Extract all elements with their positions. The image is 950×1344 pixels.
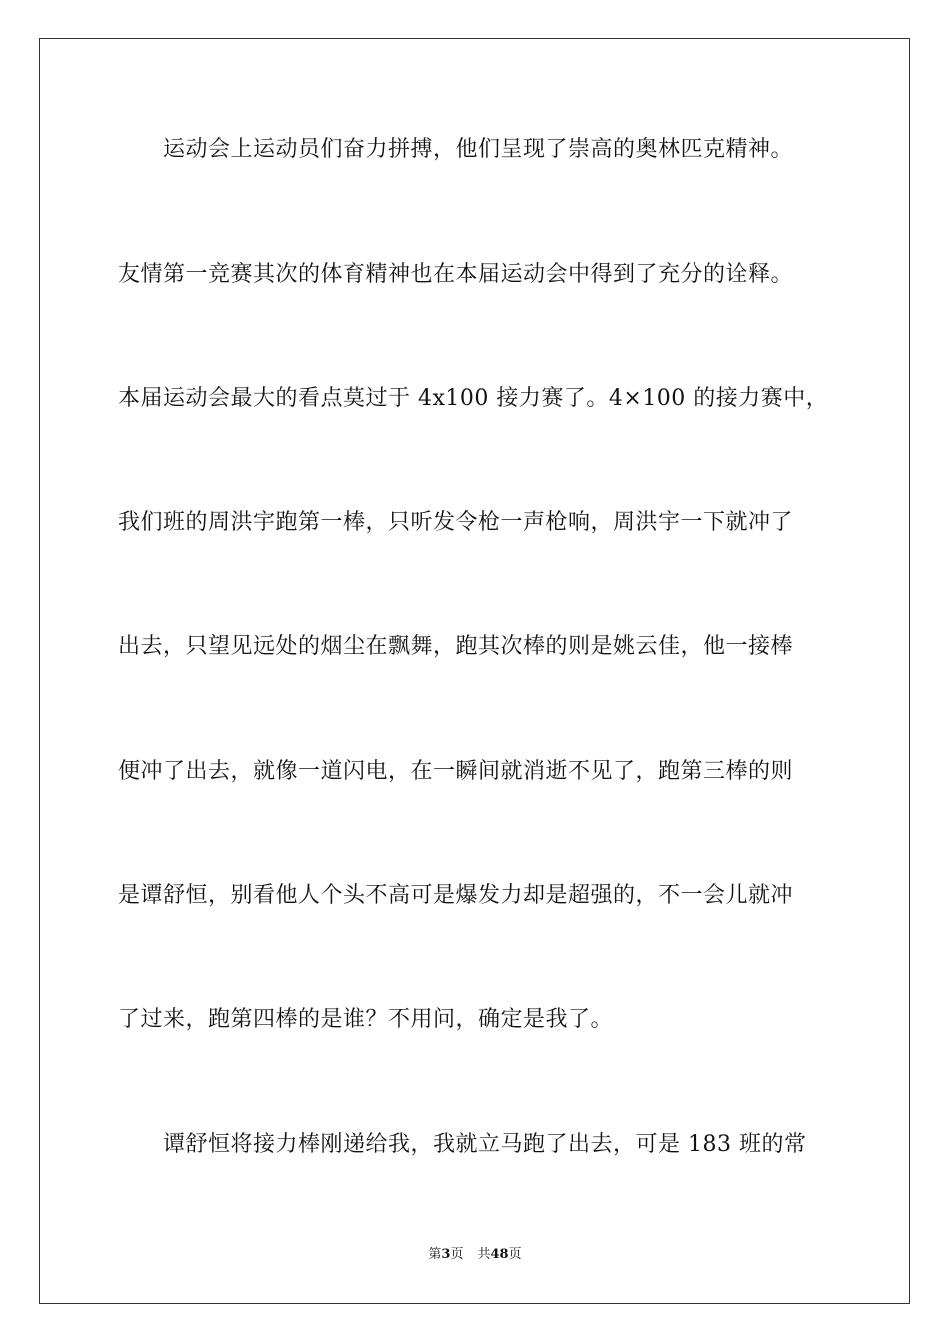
paragraph-line-5: 出去，只望见远处的烟尘在飘舞，跑其次棒的则是姚云佳，他一接棒	[118, 634, 794, 659]
paragraph-line-1: 运动会上运动员们奋力拼搏，他们呈现了崇高的奥林匹克精神。	[163, 137, 794, 162]
page-number: 3	[441, 1247, 451, 1262]
paragraph-line-2: 友情第一竞赛其次的体育精神也在本届运动会中得到了充分的诠释。	[118, 262, 794, 287]
page-label-prefix: 第	[428, 1247, 442, 1262]
page-label-suffix: 页	[450, 1247, 464, 1262]
total-pages: 48	[490, 1247, 509, 1262]
total-label-prefix: 共	[477, 1247, 491, 1262]
paragraph-line-4: 我们班的周洪宇跑第一棒，只听发令枪一声枪响，周洪宇一下就冲了	[118, 510, 794, 535]
paragraph-line-9: 谭舒恒将接力棒刚递给我，我就立马跑了出去，可是 183 班的常	[163, 1132, 807, 1157]
paragraph-line-8: 了过来，跑第四棒的是谁？不用问，确定是我了。	[118, 1007, 614, 1032]
page-border	[39, 38, 910, 1304]
total-label-suffix: 页	[508, 1247, 522, 1262]
page-footer	[0, 1246, 950, 1264]
paragraph-line-3: 本届运动会最大的看点莫过于 4x100 接力赛了。4×100 的接力赛中，	[118, 386, 829, 411]
paragraph-line-7: 是谭舒恒，别看他人个头不高可是爆发力却是超强的，不一会儿就冲	[118, 883, 794, 908]
paragraph-line-6: 便冲了出去，就像一道闪电，在一瞬间就消逝不见了，跑第三棒的则	[118, 759, 794, 784]
